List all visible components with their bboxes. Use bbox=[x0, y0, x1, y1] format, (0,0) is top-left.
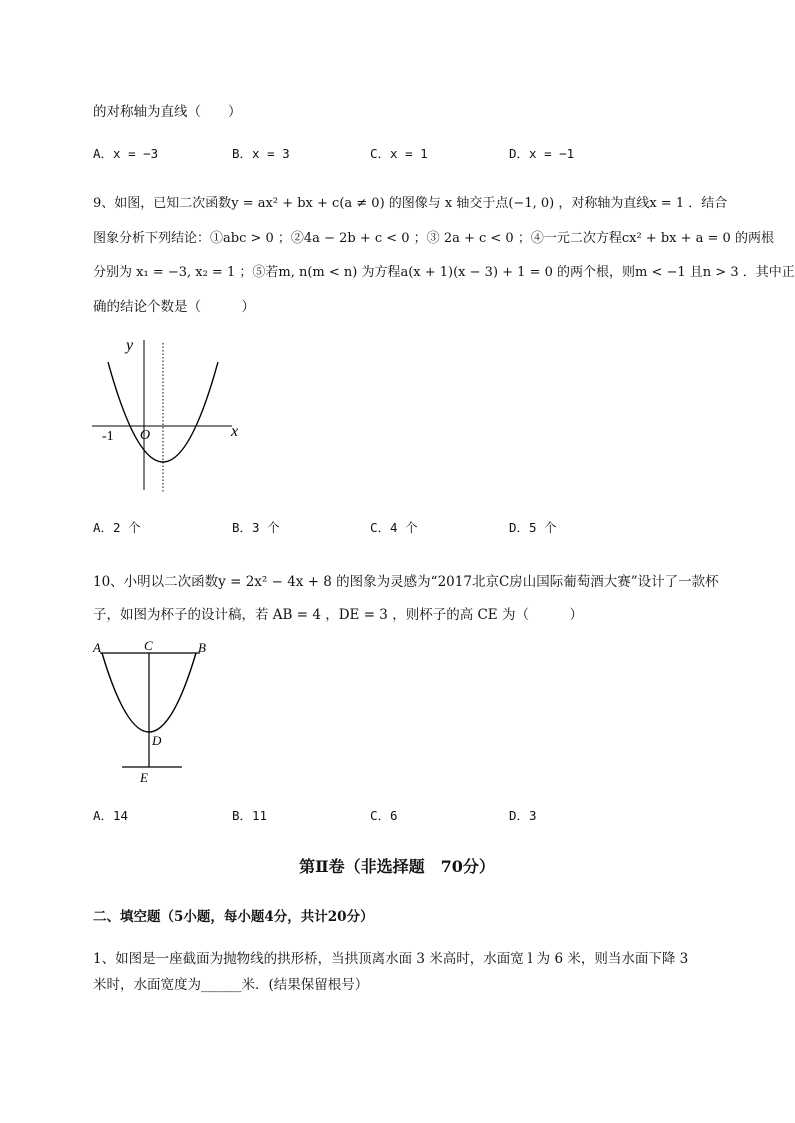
point-e-label: E bbox=[140, 770, 148, 785]
point-b-label: B bbox=[198, 640, 206, 655]
q10-option-c: C．6 bbox=[370, 808, 398, 823]
q10-stem-line1: 10、小明以二次函数y = 2x² − 4x + 8 的图象为灵感为“2017北京C房山国际葡萄酒大赛”设计了一款杯 bbox=[93, 574, 719, 590]
q8-option-c: C．x = 1 bbox=[370, 146, 428, 161]
section-2-subtitle: 二、填空题（5小题，每小题4分，共计20分） bbox=[93, 909, 374, 925]
q9-parabola-graph bbox=[90, 335, 250, 495]
q10-stem-line2: 子，如图为杯子的设计稿，若 AB = 4 ，DE = 3 ，则杯子的高 CE 为（ ） bbox=[93, 607, 583, 623]
q10-option-a: A．14 bbox=[93, 808, 129, 823]
q8-option-b: B．x = 3 bbox=[232, 146, 290, 161]
point-c-label: C bbox=[144, 638, 153, 653]
y-axis-label: y bbox=[126, 337, 134, 354]
x-axis-label: x bbox=[231, 423, 239, 440]
q8-stem-tail: 的对称轴为直线（ ） bbox=[93, 104, 242, 120]
q9-option-a: A．2 个 bbox=[93, 520, 141, 535]
q10-option-b: B．11 bbox=[232, 808, 268, 823]
q9-option-c: C．4 个 bbox=[370, 520, 418, 535]
q9-stem-line3: 分别为 x₁ = −3, x₂ = 1 ；⑤若m, n(m < n) 为方程a(x + 1)(x − 3) + 1 = 0 的两个根，则m < −1 且n > 3 ．其中正 bbox=[93, 265, 795, 280]
fill1-line2: 米时，水面宽度为______米．(结果保留根号） bbox=[93, 977, 369, 993]
neg-one-label: -1 bbox=[102, 429, 114, 444]
point-d-label: D bbox=[152, 733, 162, 748]
q10-cup-figure bbox=[88, 635, 206, 785]
q9-stem-line2: 图象分析下列结论：①abc > 0 ；②4a − 2b + c < 0 ；③ 2a + c < 0 ；④一元二次方程cx² + bx + a = 0 的两根 bbox=[93, 231, 774, 246]
q9-stem-line4: 确的结论个数是（ ） bbox=[93, 299, 255, 315]
q9-option-b: B．3 个 bbox=[232, 520, 280, 535]
q10-option-d: D．3 bbox=[509, 808, 537, 823]
q8-option-d: D．x = −1 bbox=[509, 146, 575, 161]
q8-option-a: A．x = −3 bbox=[93, 146, 159, 161]
fill1-line1: 1、如图是一座截面为抛物线的拱形桥，当拱顶离水面 3 米高时，水面宽 l 为 6 米，则当水面下降 3 bbox=[93, 951, 689, 967]
parabola-curve bbox=[108, 362, 218, 462]
point-a-label: A bbox=[93, 640, 101, 655]
origin-label: O bbox=[140, 428, 151, 443]
section-2-title: 第Ⅱ卷（非选择题 70分） bbox=[299, 857, 495, 876]
q9-stem-line1: 9、如图，已知二次函数y = ax² + bx + c(a ≠ 0) 的图像与 x 轴交于点(−1, 0) ，对称轴为直线x = 1 ．结合 bbox=[93, 196, 728, 211]
q9-option-d: D．5 个 bbox=[509, 520, 557, 535]
